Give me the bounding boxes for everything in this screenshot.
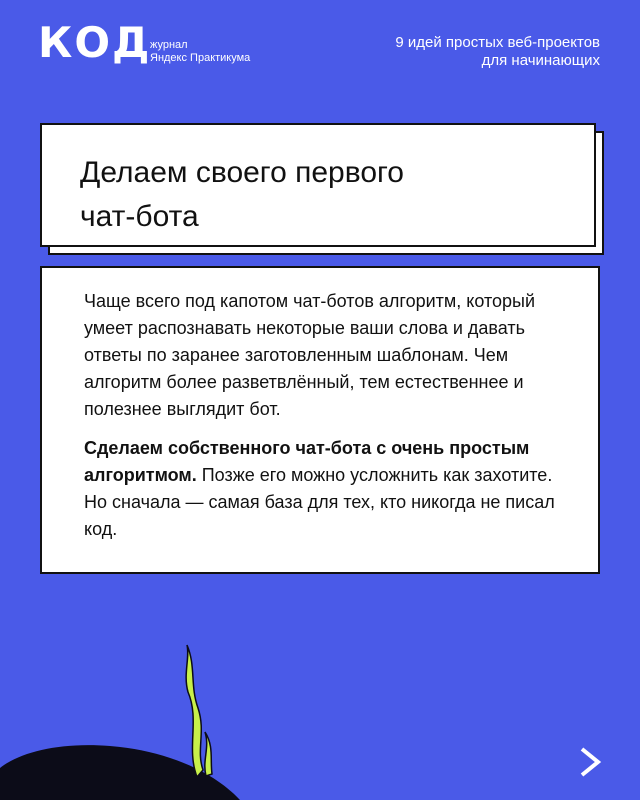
page-title-line2: чат-бота	[80, 200, 199, 233]
next-slide-button[interactable]	[578, 745, 604, 779]
body-paragraph-2	[84, 435, 564, 543]
body-paragraph-2-bold: Сделаем собственного чат-бота с очень простым алгоритмом.	[84, 438, 530, 485]
chevron-right-icon	[578, 745, 604, 779]
title-card	[40, 123, 596, 247]
campfire-illustration	[0, 600, 300, 800]
logo: КОД	[38, 18, 152, 67]
series-title-line1: 9 идей простых веб-проектов	[395, 34, 600, 51]
body-paragraph-1: Чаще всего под капотом чат-ботов алгоритм, который умеет распознавать некоторые ваши слова и давать ответы по заранее заготовленным шаблонам. Чем алгоритм более разветвлённый, тем естественнее и полезнее выглядит бот.	[84, 291, 536, 419]
logo-subtitle	[150, 39, 250, 65]
smoke-flame	[186, 645, 203, 777]
dark-mound	[0, 745, 240, 800]
series-title-line2: для начинающих	[481, 52, 600, 69]
logo-subtitle-line1: журнал	[150, 39, 188, 51]
body-paragraph-2-rest: Позже его можно усложнить как захотите. Но сначала — самая база для тех, кто никогда не писал код.	[84, 465, 555, 539]
body-card	[40, 266, 600, 574]
page-title	[80, 151, 540, 239]
series-title	[340, 34, 600, 70]
body-text	[84, 288, 564, 555]
smoke-flame-small	[205, 732, 212, 776]
logo-subtitle-line2: Яндекс Практикума	[150, 52, 251, 64]
page-title-line1: Делаем своего первого	[80, 156, 404, 189]
